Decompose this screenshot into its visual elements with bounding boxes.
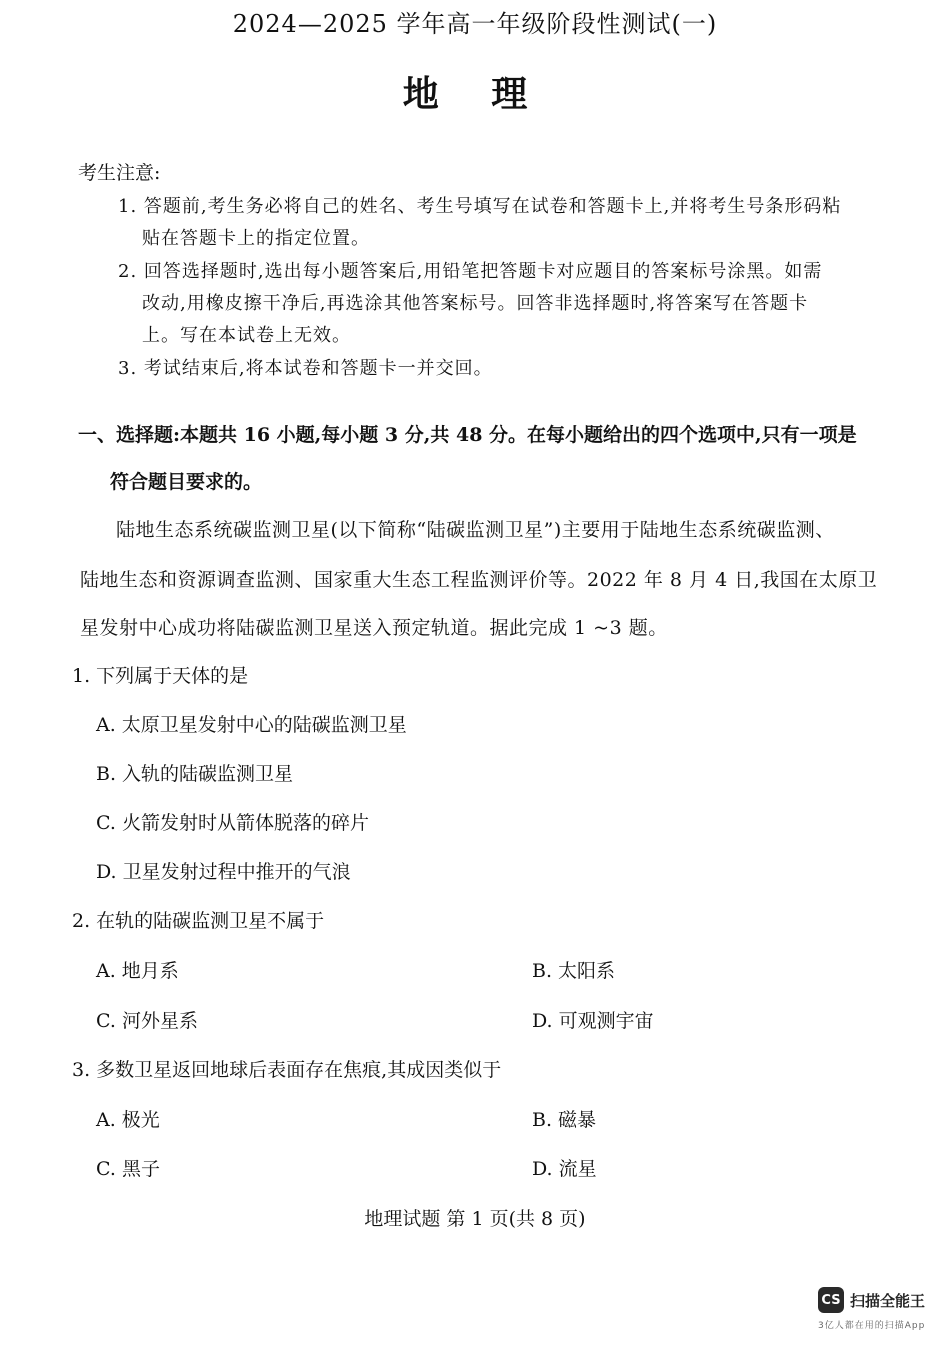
exam-title: 2024—2025 学年高一年级阶段性测试(一) (232, 10, 718, 38)
notice-line: 1. 答题前,考生务必将自己的姓名、考生号填写在试卷和答题卡上,并将考生号条形码粘 (118, 196, 842, 217)
watermark-name: 扫描全能王 (850, 1291, 926, 1310)
subject-title: 地 理 (402, 73, 548, 115)
scanner-watermark (818, 1287, 925, 1313)
notice-line: 2. 回答选择题时,选出每小题答案后,用铅笔把答题卡对应题目的答案标号涂黑。如需 (118, 261, 823, 282)
question-option: A. 太原卫星发射中心的陆碳监测卫星 (96, 714, 407, 736)
question-option: C. 河外星系 (96, 1010, 198, 1032)
passage-line: 星发射中心成功将陆碳监测卫星送入预定轨道。据此完成 1 ~3 题。 (80, 617, 668, 639)
question-stem: 3. 多数卫星返回地球后表面存在焦痕,其成因类似于 (72, 1059, 502, 1081)
notice-line: 贴在答题卡上的指定位置。 (142, 228, 370, 249)
question-option: C. 黑子 (96, 1158, 160, 1180)
notice-line: 3. 考试结束后,将本试卷和答题卡一并交回。 (118, 358, 493, 379)
notice-line: 上。写在本试卷上无效。 (142, 325, 351, 346)
notice-line: 改动,用橡皮擦干净后,再选涂其他答案标号。回答非选择题时,将答案写在答题卡 (142, 293, 809, 314)
question-stem: 1. 下列属于天体的是 (72, 665, 249, 687)
passage-line: 陆地生态和资源调查监测、国家重大生态工程监测评价等。2022 年 8 月 4 日,我国在太原卫 (80, 569, 878, 591)
question-option: C. 火箭发射时从箭体脱落的碎片 (96, 812, 369, 834)
passage-line: 陆地生态系统碳监测卫星(以下简称“陆碳监测卫星”)主要用于陆地生态系统碳监测、 (116, 519, 835, 541)
question-option: D. 卫星发射过程中推开的气浪 (96, 861, 351, 883)
question-option: B. 磁暴 (532, 1109, 597, 1131)
notice-heading: 考生注意: (78, 162, 161, 184)
question-option: D. 可观测宇宙 (532, 1010, 654, 1032)
question-stem: 2. 在轨的陆碳监测卫星不属于 (72, 910, 325, 932)
camscanner-logo-icon: CS (818, 1287, 844, 1313)
page-footer: 地理试题 第 1 页(共 8 页) (364, 1208, 586, 1230)
section-heading-cont: 符合题目要求的。 (110, 471, 263, 493)
question-option: D. 流星 (532, 1158, 597, 1180)
watermark-tagline: 3亿人都在用的扫描App (818, 1321, 926, 1331)
question-option: A. 地月系 (96, 960, 179, 982)
question-option: A. 极光 (96, 1109, 160, 1131)
section-heading: 一、选择题:本题共 16 小题,每小题 3 分,共 48 分。在每小题给出的四个选项中,只有一项是 (78, 424, 857, 446)
question-option: B. 太阳系 (532, 960, 616, 982)
question-option: B. 入轨的陆碳监测卫星 (96, 763, 294, 785)
